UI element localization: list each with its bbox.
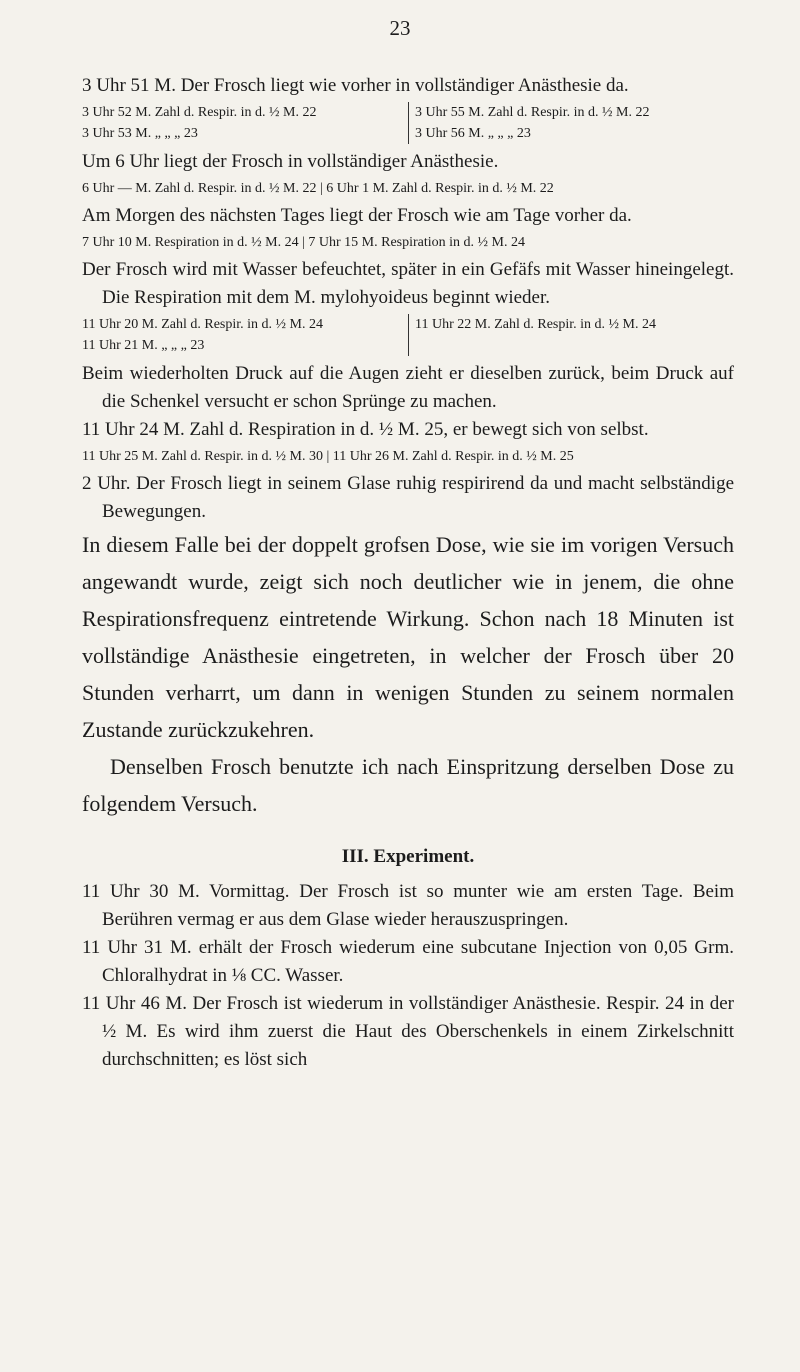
table-column-left: [82, 102, 408, 144]
respiration-table: [82, 314, 734, 356]
section-heading: III. Experiment.: [341, 846, 475, 867]
paragraph: Denselben Frosch benutzte ich nach Einspritzung derselben Dose zu folgendem Versuch.: [82, 754, 734, 816]
paragraph: 11 Uhr 24 M. Zahl d. Respiration in d. ½ M. 25, er bewegt sich von selbst.: [82, 419, 649, 440]
paragraph: Beim wiederholten Druck auf die Augen zieht er dieselben zurück, beim Druck auf die Schenkel versucht er schon Sprünge zu machen.: [82, 363, 734, 412]
table-row: 3 Uhr 53 M. „ „ „ 23: [82, 126, 198, 141]
table-column-left: [82, 314, 408, 356]
page-number: 23: [389, 16, 411, 40]
paragraph: In diesem Falle bei der doppelt grofsen Dose, wie sie im vorigen Versuch angewandt wurde, zeigt sich noch deutlicher wie in jenem, die ohne Respirationsfrequenz eintretende Wirkung. Schon nach 18 Minuten ist vollständige Anästhesie eingetreten, in welcher der Frosch über 20 Stunden verharrt, um dann in wenigen Stunden zu seinem normalen Zustande zurückzukehren.: [82, 532, 734, 742]
paragraph: 11 Uhr 46 M. Der Frosch ist wiederum in vollständiger Anästhesie. Respir. 24 in der ½ M. Es wird ihm zuerst die Haut des Oberschenkels in einem Zirkelschnitt durchschnitten; es löst sich: [82, 993, 734, 1070]
table-row: 3 Uhr 56 M. „ „ „ 23: [415, 126, 531, 141]
paragraph: Der Frosch wird mit Wasser befeuchtet, später in ein Gefäfs mit Wasser hineingelegt. Die Respiration mit dem M. mylohyoideus beginnt wieder.: [82, 259, 734, 308]
table-row: 11 Uhr 20 M. Zahl d. Respir. in d. ½ M. 24: [82, 317, 323, 332]
table-row: 3 Uhr 55 M. Zahl d. Respir. in d. ½ M. 22: [415, 105, 650, 120]
respiration-line: 11 Uhr 25 M. Zahl d. Respir. in d. ½ M. 30 | 11 Uhr 26 M. Zahl d. Respir. in d. ½ M. 25: [82, 449, 574, 464]
table-row: 11 Uhr 21 M. „ „ „ 23: [82, 338, 205, 353]
respiration-table: [82, 102, 734, 144]
paragraph: 11 Uhr 31 M. erhält der Frosch wiederum eine subcutane Injection von 0,05 Grm. Chloralhydrat in ⅛ CC. Wasser.: [82, 937, 734, 986]
paragraph: 2 Uhr. Der Frosch liegt in seinem Glase ruhig respirirend da und macht selbständige Bewegungen.: [82, 473, 734, 522]
respiration-line: 7 Uhr 10 M. Respiration in d. ½ M. 24 | 7 Uhr 15 M. Respiration in d. ½ M. 24: [82, 235, 526, 250]
paragraph: Um 6 Uhr liegt der Frosch in vollständiger Anästhesie.: [82, 151, 499, 172]
table-column-right: [408, 314, 734, 356]
table-row: [415, 335, 734, 356]
table-row: 3 Uhr 52 M. Zahl d. Respir. in d. ½ M. 22: [82, 105, 317, 120]
paragraph: 3 Uhr 51 M. Der Frosch liegt wie vorher in vollständiger Anästhesie da.: [82, 75, 629, 96]
page-body: [82, 72, 734, 1074]
respiration-line: 6 Uhr — M. Zahl d. Respir. in d. ½ M. 22 | 6 Uhr 1 M. Zahl d. Respir. in d. ½ M. 22: [82, 181, 554, 196]
table-column-right: [408, 102, 734, 144]
paragraph: Am Morgen des nächsten Tages liegt der Frosch wie am Tage vorher da.: [82, 205, 632, 226]
table-row: 11 Uhr 22 M. Zahl d. Respir. in d. ½ M. 24: [415, 317, 656, 332]
paragraph: 11 Uhr 30 M. Vormittag. Der Frosch ist so munter wie am ersten Tage. Beim Berühren vermag er aus dem Glase wieder herauszuspringen.: [82, 881, 734, 930]
